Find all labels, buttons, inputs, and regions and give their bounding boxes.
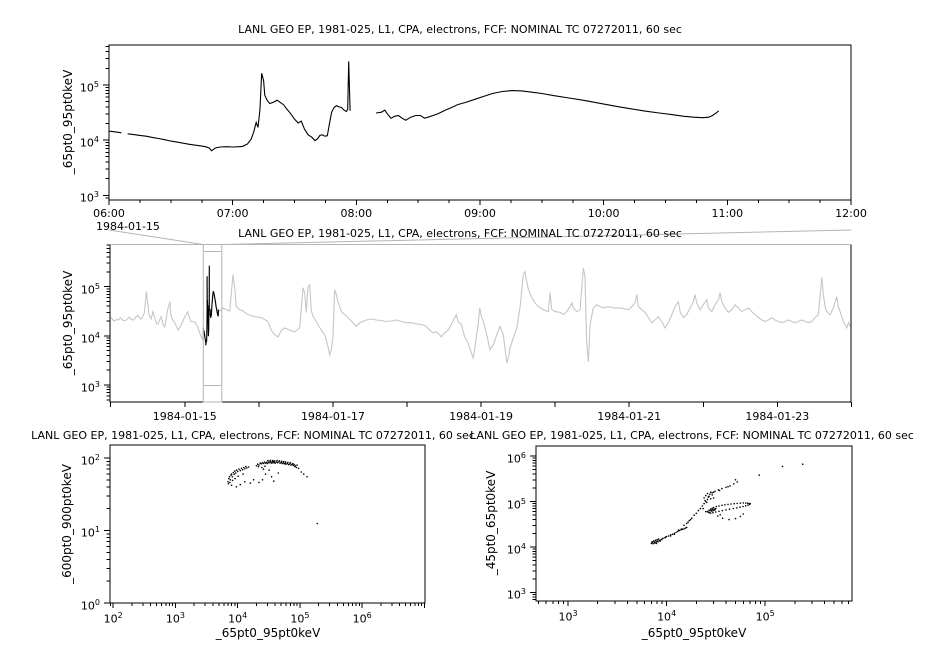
scatter-point — [712, 512, 714, 514]
scatter-point — [278, 472, 280, 474]
scatter-point — [258, 464, 260, 466]
scatter-point — [271, 476, 273, 478]
scatter-point — [670, 535, 672, 537]
scatter-point — [708, 511, 710, 513]
scatter-point — [237, 471, 239, 473]
scatter-point — [728, 519, 730, 521]
scatter-point — [665, 536, 667, 538]
scatter-point — [702, 508, 704, 510]
scatter-point — [658, 538, 660, 540]
scatter-point — [686, 527, 688, 529]
scatter-point — [719, 514, 721, 516]
scatter-point — [703, 497, 705, 499]
scatter-point — [270, 460, 272, 462]
scatter-point — [227, 481, 229, 483]
x-axis-label-scatter-right: _65pt0_95pt0keV — [641, 626, 747, 640]
scatter-point — [707, 499, 709, 501]
scatter-point — [678, 529, 680, 531]
scatter-point — [651, 541, 653, 543]
scatter-point — [708, 496, 710, 498]
scatter-point — [228, 483, 230, 485]
scatter-point — [655, 540, 657, 542]
scatter-point — [296, 464, 298, 466]
scatter-point — [705, 511, 707, 513]
scatter-point — [711, 492, 713, 494]
y-tick-label: $10^3$ — [80, 379, 100, 395]
scatter-point — [298, 468, 300, 470]
y-tick-label: $10^0$ — [80, 598, 100, 613]
scatter-point — [240, 470, 242, 472]
scatter-point — [238, 468, 240, 470]
scatter-point — [293, 464, 295, 466]
time-tick-label: 09:00 — [464, 207, 496, 220]
time-tick-label: 10:00 — [587, 207, 620, 220]
scatter-point — [717, 515, 719, 517]
scatter-point — [727, 486, 729, 488]
scatter-point — [274, 460, 276, 462]
scatter-point — [710, 498, 712, 500]
scatter-point — [725, 509, 727, 511]
scatter-point — [719, 490, 721, 492]
y-axis-label-overview: _65pt0_95pt0keV — [61, 270, 75, 376]
scatter-point — [675, 532, 677, 534]
scatter-point — [234, 478, 236, 480]
scatter-point — [237, 475, 239, 477]
scatter-point — [263, 468, 265, 470]
x-tick-label: $10^3$ — [165, 611, 185, 626]
scatter-point — [742, 506, 744, 508]
scatter-point — [722, 510, 724, 512]
scatter-point — [802, 463, 804, 465]
scatter-point — [736, 481, 738, 483]
scatter-left-plot-area[interactable] — [110, 445, 425, 603]
scatter-point — [657, 541, 659, 543]
scatter-point — [713, 510, 715, 512]
scatter-point — [715, 511, 717, 513]
panel-title-top: LANL GEO EP, 1981-025, L1, CPA, electrons, FCF: NOMINAL TC 07272011, 60 sec — [238, 23, 682, 36]
scatter-point — [231, 485, 233, 487]
scatter-point — [232, 480, 234, 482]
scatter-point — [716, 506, 718, 508]
scatter-point — [724, 504, 726, 506]
y-tick-label: $10^5$ — [506, 496, 526, 512]
y-tick-label: $10^5$ — [80, 281, 100, 297]
time-tick-label: 06:00 — [93, 207, 125, 220]
y-axis-label-scatter-right: _45pt0_65pt0keV — [484, 470, 498, 576]
scatter-point — [711, 494, 713, 496]
scatter-point — [743, 513, 745, 515]
scatter-point — [749, 504, 751, 506]
scatter-point — [292, 463, 294, 465]
scatter-point — [714, 491, 716, 493]
date-tick-label: 1984-01-23 — [745, 410, 810, 423]
scatter-point — [706, 502, 708, 504]
scatter-point — [230, 479, 232, 481]
scatter-point — [713, 491, 715, 493]
scatter-point — [268, 462, 270, 464]
scatter-point — [244, 468, 246, 470]
scatter-point — [243, 467, 245, 469]
overview-panel-plot-area[interactable] — [110, 245, 851, 403]
scatter-point — [272, 460, 274, 462]
scatter-point — [674, 534, 676, 536]
date-tick-label: 1984-01-17 — [300, 410, 365, 423]
scatter-point — [683, 525, 685, 527]
panel-title-overview: LANL GEO EP, 1981-025, L1, CPA, electrons, FCF: NOMINAL TC 07272011, 60 sec — [238, 227, 682, 240]
scatter-point — [721, 488, 723, 490]
scatter-point — [739, 506, 741, 508]
scatter-point — [727, 504, 729, 506]
scatter-point — [740, 516, 742, 518]
scatter-point — [276, 460, 278, 462]
scatter-point — [236, 469, 238, 471]
date-tick-label: 1984-01-15 — [152, 410, 217, 423]
scatter-point — [693, 514, 695, 516]
scatter-point — [745, 502, 747, 504]
scatter-point — [698, 510, 700, 512]
scatter-point — [258, 466, 260, 468]
y-axis-label-top: _65pt0_95pt0keV — [61, 69, 75, 175]
scatter-point — [290, 462, 292, 464]
scatter-point — [277, 462, 279, 464]
scatter-point — [672, 534, 674, 536]
y-tick-label: $10^2$ — [80, 452, 100, 468]
scatter-point — [261, 467, 263, 469]
overview-panel — [104, 230, 851, 407]
scatter-point — [718, 505, 720, 507]
y-tick-label: $10^6$ — [506, 451, 526, 466]
time-tick-label: 12:00 — [835, 207, 867, 220]
scatter-point — [296, 467, 298, 469]
scatter-point — [782, 466, 784, 468]
scatter-point — [718, 511, 720, 513]
scatter-point — [711, 510, 713, 512]
scatter-point — [758, 474, 760, 476]
scatter-point — [244, 481, 246, 483]
scatter-point — [656, 539, 658, 541]
scatter-point — [704, 500, 706, 502]
scatter-point — [689, 520, 691, 522]
scatter-point — [702, 505, 704, 507]
scatter-point — [265, 473, 267, 475]
scatter-point — [652, 543, 654, 545]
scatter-point — [730, 503, 732, 505]
scatter-point — [747, 504, 749, 506]
y-axis-label-scatter-left: _600pt0_900pt0keV — [60, 464, 74, 584]
scatter-point — [306, 476, 308, 478]
scatter-point — [733, 483, 735, 485]
scatter-point — [245, 466, 247, 468]
scatter-point — [274, 462, 276, 464]
scatter-point — [656, 543, 658, 545]
y-tick-label: $10^4$ — [506, 541, 526, 557]
scatter-point — [690, 519, 692, 521]
y-tick-label: $10^5$ — [79, 79, 99, 95]
scatter-point — [273, 480, 275, 482]
x-tick-label: $10^5$ — [755, 609, 775, 624]
scatter-point — [233, 473, 235, 475]
scatter-point — [662, 538, 664, 540]
scatter-point — [659, 540, 661, 542]
scatter-point — [279, 460, 281, 462]
scatter-point — [268, 469, 270, 471]
scatter-right-plot-area[interactable] — [536, 446, 852, 601]
y-tick-label: $10^4$ — [79, 135, 99, 150]
x-tick-label: $10^4$ — [228, 611, 248, 626]
scatter-point — [281, 461, 283, 463]
scatter-point — [687, 521, 689, 523]
scatter-point — [686, 523, 688, 525]
scatter-point — [294, 466, 296, 468]
scatter-point — [700, 508, 702, 510]
x-tick-label: $10^4$ — [657, 609, 677, 624]
scatter-point — [703, 503, 705, 505]
scatter-point — [743, 502, 745, 504]
scatter-point — [303, 473, 305, 475]
scatter-point — [736, 507, 738, 509]
scatter-point — [683, 528, 685, 530]
scatter-point — [246, 467, 248, 469]
x-tick-label: $10^5$ — [290, 611, 310, 626]
scatter-point — [713, 507, 715, 509]
date-tick-label: 1984-01-19 — [449, 410, 514, 423]
y-tick-label: $10^4$ — [80, 330, 100, 346]
scatter-point — [733, 508, 735, 510]
scatter-point — [740, 502, 742, 504]
scatter-point — [317, 523, 319, 525]
scatter-point — [729, 485, 731, 487]
scatter-point — [232, 476, 234, 478]
y-tick-label: $10^1$ — [80, 525, 100, 541]
scatter-point — [229, 476, 231, 478]
scatter-point — [233, 472, 235, 474]
scatter-point — [285, 461, 287, 463]
scatter-point — [725, 487, 727, 489]
scatter-point — [301, 471, 303, 473]
y-tick-label: $10^3$ — [79, 190, 99, 205]
scatter-right-panel — [530, 446, 852, 606]
x-axis-label-scatter-left: _65pt0_95pt0keV — [215, 626, 321, 640]
scatter-point — [283, 461, 285, 463]
scatter-point — [714, 509, 716, 511]
top-panel-plot-area[interactable] — [109, 45, 851, 200]
scatter-point — [256, 465, 258, 467]
scatter-point — [668, 535, 670, 537]
x-tick-label: $10^2$ — [103, 611, 123, 626]
x-axis-start-date-label: 1984-01-15 — [96, 220, 160, 233]
scatter-point — [709, 493, 711, 495]
scatter-point — [733, 503, 735, 505]
time-tick-label: 07:00 — [216, 207, 249, 220]
scatter-point — [736, 503, 738, 505]
scatter-point — [250, 482, 252, 484]
scatter-point — [267, 463, 269, 465]
panel-title-scatter-left: LANL GEO EP, 1981-025, L1, CPA, electrons, FCF: NOMINAL TC 07272011, 60 sec — [31, 429, 475, 442]
top-panel — [103, 45, 851, 205]
scatter-point — [691, 517, 693, 519]
scatter-point — [240, 484, 242, 486]
scatter-point — [696, 513, 698, 515]
scatter-point — [713, 497, 715, 499]
scatter-point — [722, 517, 724, 519]
scatter-point — [272, 462, 274, 464]
scatter-point — [735, 518, 737, 520]
scatter-left-panel — [104, 445, 425, 608]
scatter-point — [248, 466, 250, 468]
scatter-point — [729, 508, 731, 510]
x-tick-label: $10^3$ — [558, 609, 578, 624]
scatter-point — [735, 479, 737, 481]
scatter-point — [228, 478, 230, 480]
time-tick-label: 11:00 — [711, 207, 744, 220]
scatter-point — [653, 540, 655, 542]
scatter-point — [236, 486, 238, 488]
date-tick-label: 1984-01-21 — [597, 410, 662, 423]
scatter-point — [242, 469, 244, 471]
scatter-point — [263, 463, 265, 465]
y-tick-label: $10^3$ — [506, 587, 526, 603]
scatter-point — [231, 473, 233, 475]
scatter-point — [681, 528, 683, 530]
scatter-point — [234, 470, 236, 472]
x-tick-label: $10^6$ — [352, 611, 372, 626]
scatter-point — [287, 462, 289, 464]
scatter-point — [241, 468, 243, 470]
scatter-point — [710, 491, 712, 493]
scatter-point — [705, 495, 707, 497]
scatter-point — [264, 465, 266, 467]
scatter-point — [229, 482, 231, 484]
scatter-point — [262, 479, 264, 481]
scatter-point — [253, 479, 255, 481]
scatter-point — [709, 510, 711, 512]
scatter-point — [267, 460, 269, 462]
scatter-point — [271, 462, 273, 464]
scatter-point — [258, 482, 260, 484]
scatter-point — [721, 505, 723, 507]
scatter-point — [745, 505, 747, 507]
scatter-point — [261, 463, 263, 465]
scatter-point — [707, 493, 709, 495]
scatter-point — [242, 473, 244, 475]
panel-title-scatter-right: LANL GEO EP, 1981-025, L1, CPA, electrons, FCF: NOMINAL TC 07272011, 60 sec — [470, 429, 914, 442]
scatter-point — [747, 502, 749, 504]
time-tick-label: 08:00 — [340, 207, 373, 220]
scatter-point — [235, 472, 237, 474]
